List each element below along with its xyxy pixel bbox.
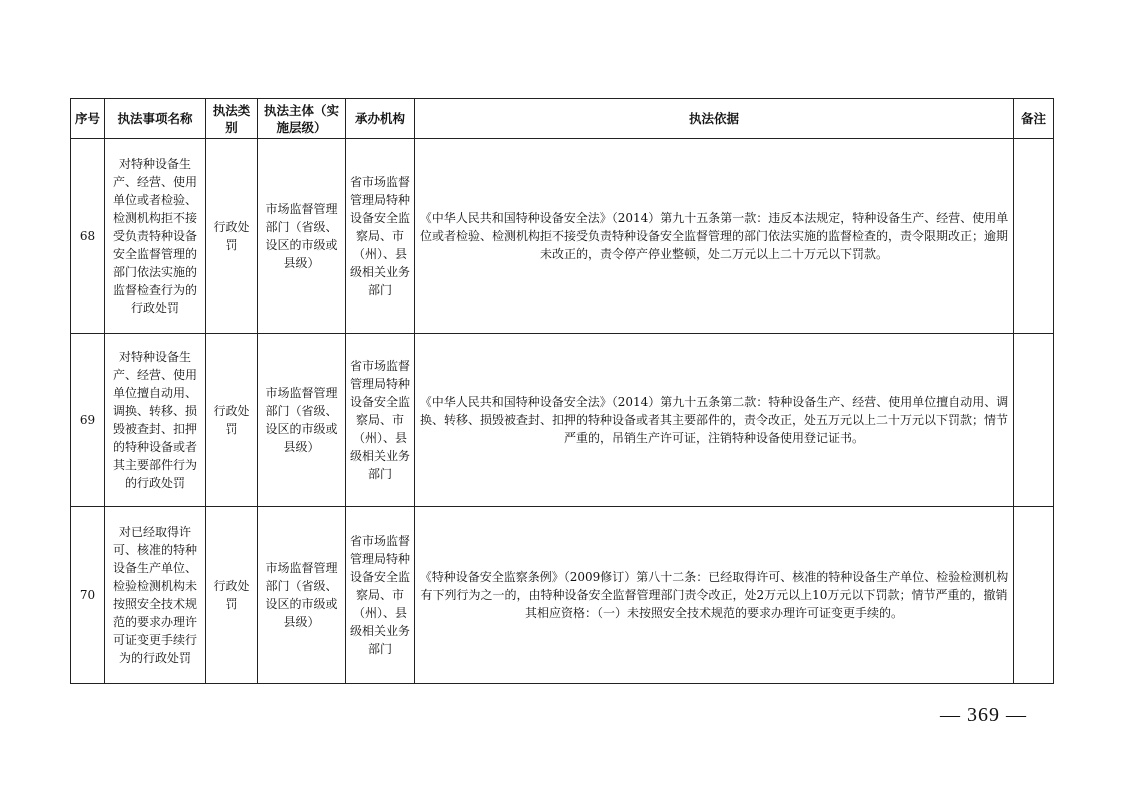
- cell-remark: [1014, 334, 1054, 507]
- header-category: 执法类别: [206, 99, 258, 139]
- cell-seq: 68: [71, 139, 105, 334]
- cell-name: 对特种设备生产、经营、使用单位或者检验、检测机构拒不接受负责特种设备安全监督管理的部门依法实施的监督检查行为的行政处罚: [105, 139, 206, 334]
- enforcement-table: [70, 98, 1054, 684]
- cell-name: 对特种设备生产、经营、使用单位擅自动用、调换、转移、损毁被查封、扣押的特种设备或者其主要部件行为的行政处罚: [105, 334, 206, 507]
- cell-name: 对已经取得许可、核准的特种设备生产单位、检验检测机构未按照安全技术规范的要求办理许可证变更手续行为的行政处罚: [105, 507, 206, 684]
- cell-agency: 省市场监督管理局特种设备安全监察局、市（州）、县级相关业务部门: [346, 334, 415, 507]
- cell-category: 行政处罚: [206, 507, 258, 684]
- header-row: [71, 99, 1054, 139]
- header-basis: 执法依据: [415, 99, 1014, 139]
- cell-category: 行政处罚: [206, 334, 258, 507]
- table-row: [71, 334, 1054, 507]
- header-agency: 承办机构: [346, 99, 415, 139]
- cell-agency: 省市场监督管理局特种设备安全监察局、市（州）、县级相关业务部门: [346, 507, 415, 684]
- cell-basis: 《中华人民共和国特种设备安全法》（2014）第九十五条第一款：违反本法规定，特种设备生产、经营、使用单位或者检验、检测机构拒不接受负责特种设备安全监督管理的部门依法实施的监督检查的，责令限期改正；逾期未改正的，责令停产停业整顿，处二万元以上二十万元以下罚款。: [415, 139, 1014, 334]
- cell-basis: 《特种设备安全监察条例》（2009修订）第八十二条：已经取得许可、核准的特种设备生产单位、检验检测机构有下列行为之一的，由特种设备安全监督管理部门责令改正，处2万元以上10万元以下罚款；情节严重的，撤销其相应资格：（一）未按照安全技术规范的要求办理许可证变更手续的。: [415, 507, 1014, 684]
- header-subject: 执法主体（实施层级）: [258, 99, 346, 139]
- table-row: [71, 507, 1054, 684]
- cell-subject: 市场监督管理部门（省级、设区的市级或县级）: [258, 334, 346, 507]
- cell-subject: 市场监督管理部门（省级、设区的市级或县级）: [258, 139, 346, 334]
- cell-seq: 69: [71, 334, 105, 507]
- cell-remark: [1014, 139, 1054, 334]
- table-row: [71, 139, 1054, 334]
- header-remark: 备注: [1014, 99, 1054, 139]
- header-seq: 序号: [71, 99, 105, 139]
- cell-category: 行政处罚: [206, 139, 258, 334]
- cell-remark: [1014, 507, 1054, 684]
- header-name: 执法事项名称: [105, 99, 206, 139]
- cell-seq: 70: [71, 507, 105, 684]
- cell-agency: 省市场监督管理局特种设备安全监察局、市（州）、县级相关业务部门: [346, 139, 415, 334]
- cell-subject: 市场监督管理部门（省级、设区的市级或县级）: [258, 507, 346, 684]
- page-number: — 369 —: [940, 704, 1027, 726]
- cell-basis: 《中华人民共和国特种设备安全法》（2014）第九十五条第二款：特种设备生产、经营、使用单位擅自动用、调换、转移、损毁被查封、扣押的特种设备或者其主要部件的，责令改正，处五万元以上二十万元以下罚款；情节严重的，吊销生产许可证，注销特种设备使用登记证书。: [415, 334, 1014, 507]
